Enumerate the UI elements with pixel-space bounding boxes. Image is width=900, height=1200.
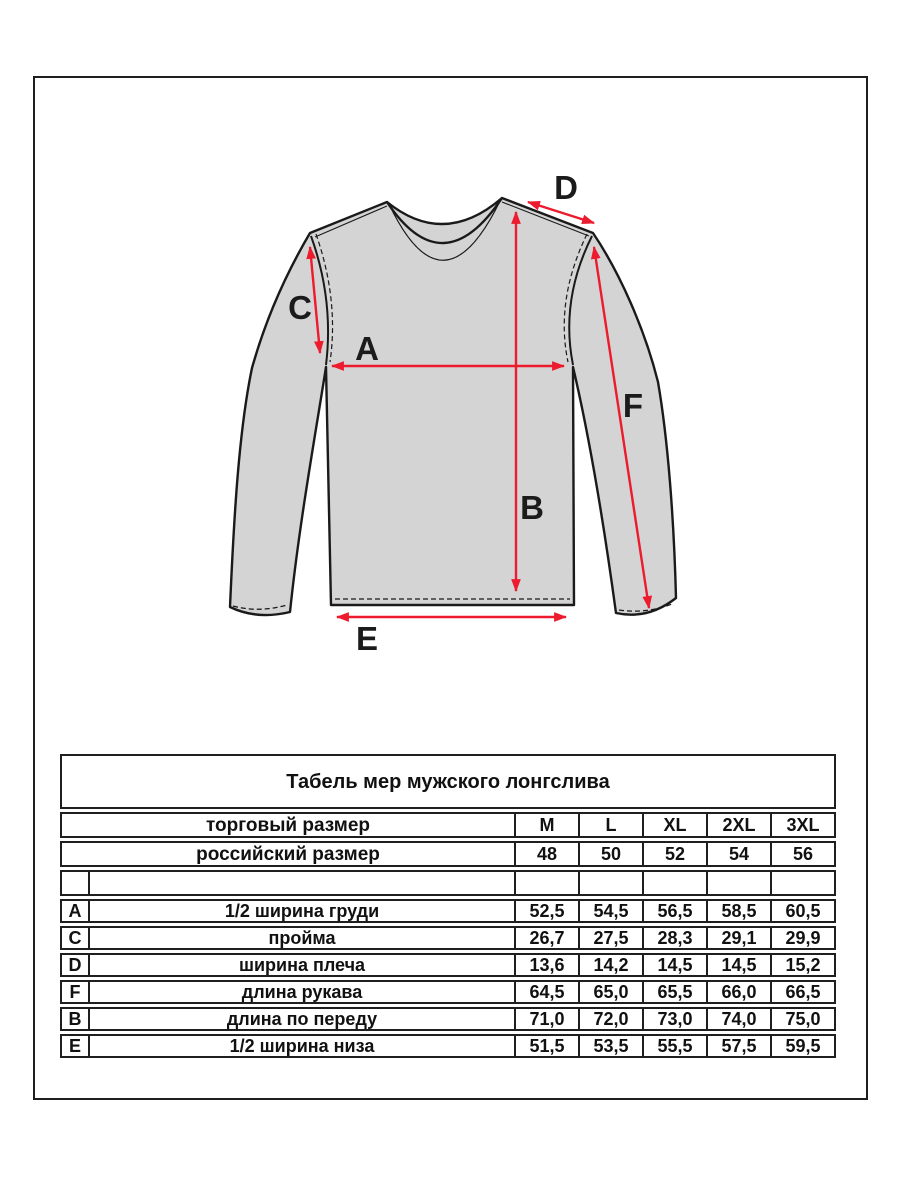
size-col-header: 2XL [706,814,770,836]
row-value: 73,0 [642,1009,706,1029]
table-title-row [60,754,836,809]
spacer-cell [514,872,578,894]
page-border [33,76,868,1100]
spacer-cell [88,872,514,894]
measure-label-d: D [554,169,578,206]
row-value: 53,5 [578,1036,642,1056]
row-value: 71,0 [514,1009,578,1029]
row-letter: E [68,1036,81,1056]
row-value: 14,5 [642,955,706,975]
row-value: 58,5 [706,901,770,921]
row-value: 66,0 [706,982,770,1002]
table-header-row-russian-size [60,841,836,867]
trade-size-label: торговый размер [205,814,370,836]
table-row [60,1007,836,1031]
measure-label-c: C [288,289,312,326]
row-value: 65,0 [578,982,642,1002]
table-row [60,1034,836,1058]
row-label: 1/2 ширина груди [88,901,514,921]
russian-size-label: российский размер [196,843,380,865]
measure-label-b: B [520,489,544,526]
row-value: 75,0 [770,1009,834,1029]
table-row [60,953,836,977]
shirt-silhouette [230,198,676,615]
row-value: 57,5 [706,1036,770,1056]
row-label: длина по переду [88,1009,514,1029]
row-value: 26,7 [514,928,578,948]
measure-label-e: E [355,620,379,657]
row-value: 74,0 [706,1009,770,1029]
table-header-row-trade-size [60,812,836,838]
row-value: 66,5 [770,982,834,1002]
row-value: 14,2 [578,955,642,975]
size-col-header: 3XL [770,814,834,836]
row-value: 28,3 [642,928,706,948]
row-letter: F [69,982,81,1002]
russian-size-value: 48 [514,843,578,865]
russian-size-value: 56 [770,843,834,865]
row-value: 64,5 [514,982,578,1002]
table-row [60,926,836,950]
row-label: 1/2 ширина низа [88,1036,514,1056]
russian-size-value: 50 [578,843,642,865]
row-value: 13,6 [514,955,578,975]
row-value: 52,5 [514,901,578,921]
longsleeve-measurement-diagram [35,78,866,748]
row-label: ширина плеча [88,955,514,975]
row-value: 54,5 [578,901,642,921]
row-value: 51,5 [514,1036,578,1056]
row-letter: D [68,955,82,975]
row-letter: B [68,1009,82,1029]
spacer-cell [770,872,834,894]
spacer-cell [578,872,642,894]
row-value: 56,5 [642,901,706,921]
row-value: 29,1 [706,928,770,948]
spacer-cell [706,872,770,894]
row-value: 59,5 [770,1036,834,1056]
size-col-header: M [514,814,578,836]
table-row [60,980,836,1004]
spacer-cell [642,872,706,894]
row-value: 65,5 [642,982,706,1002]
row-label: пройма [88,928,514,948]
row-value: 55,5 [642,1036,706,1056]
table-spacer-row [60,870,836,896]
row-letter: A [68,901,82,921]
row-value: 72,0 [578,1009,642,1029]
row-value: 15,2 [770,955,834,975]
table-title: Табель мер мужского лонгслива [286,770,610,793]
table-row [60,899,836,923]
measure-label-a: A [355,330,379,367]
size-table [60,754,836,1058]
row-value: 60,5 [770,901,834,921]
row-value: 14,5 [706,955,770,975]
row-letter: C [68,928,82,948]
size-col-header: L [578,814,642,836]
russian-size-value: 52 [642,843,706,865]
russian-size-value: 54 [706,843,770,865]
row-label: длина рукава [88,982,514,1002]
spacer-cell [62,872,88,894]
size-col-header: XL [642,814,706,836]
row-value: 27,5 [578,928,642,948]
row-value: 29,9 [770,928,834,948]
measure-label-f: F [622,387,644,424]
